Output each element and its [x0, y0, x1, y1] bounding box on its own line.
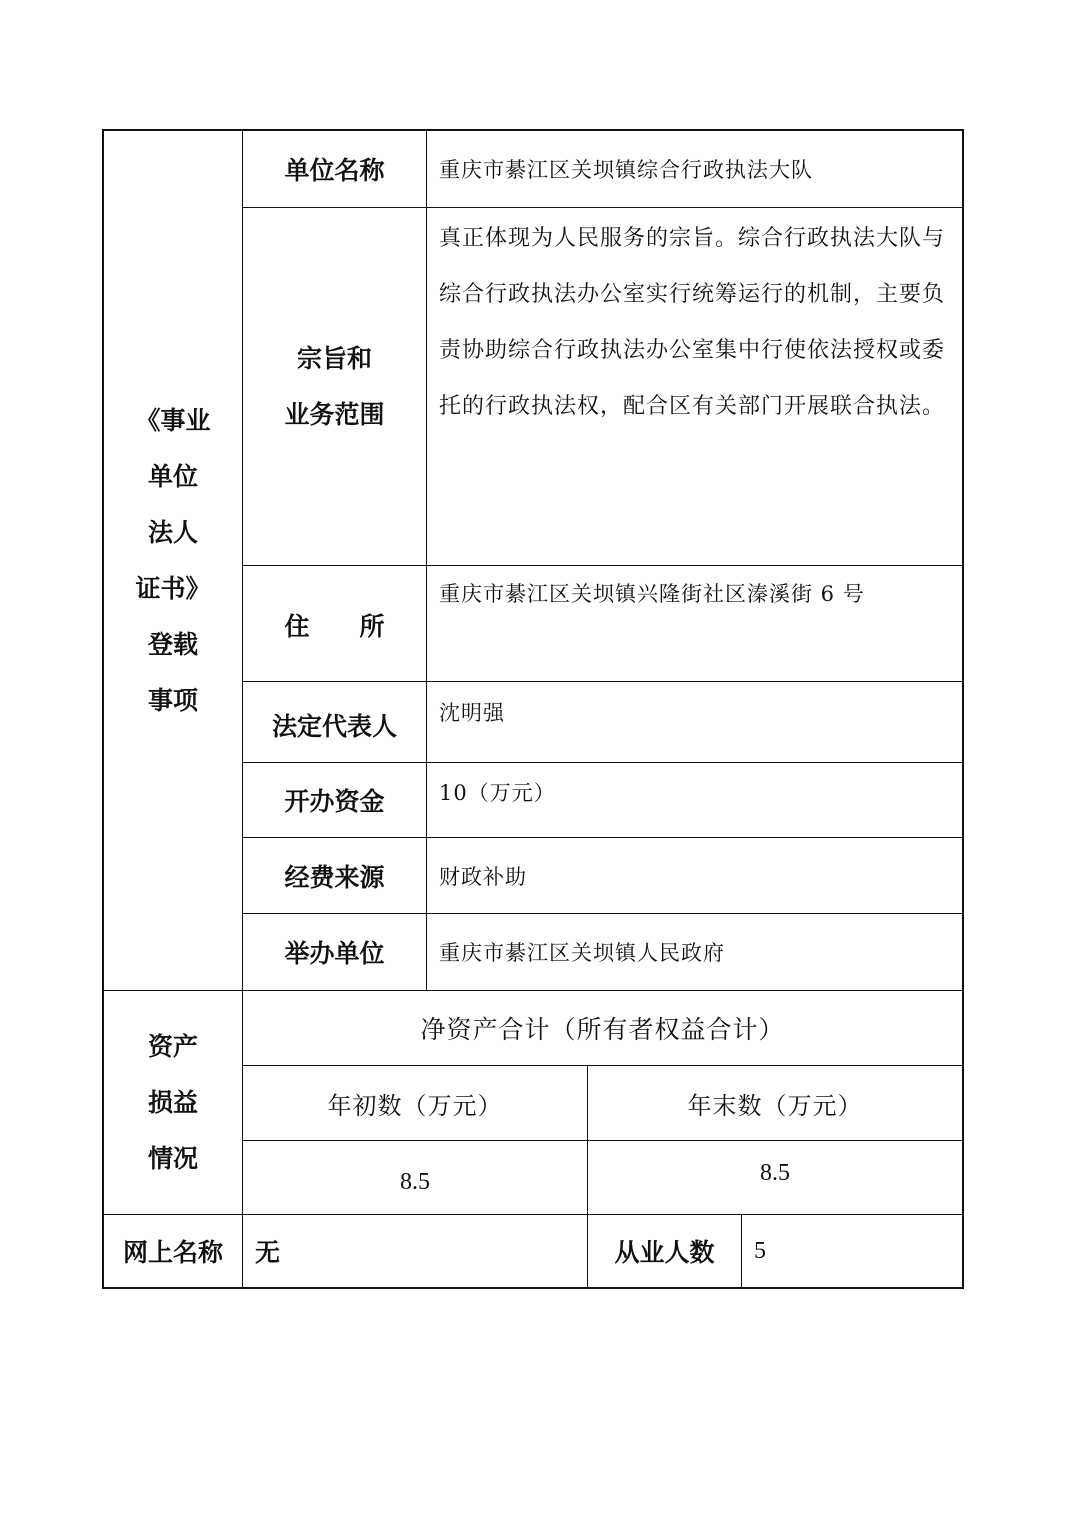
row-divider — [242, 565, 964, 566]
begin-year-label: 年初数（万元） — [327, 1091, 503, 1120]
online-name-label: 网上名称 — [122, 1238, 223, 1267]
legal-rep-value: 沈明强 — [439, 701, 505, 725]
section-label-line: 损益 — [147, 1087, 198, 1117]
table-bottom-border — [102, 1287, 964, 1289]
row-divider — [242, 681, 964, 682]
table-right-border — [962, 129, 964, 1289]
unit-name-label: 单位名称 — [284, 156, 385, 185]
section-label-line: 资产 — [147, 1031, 198, 1061]
begin-year-value: 8.5 — [400, 1168, 430, 1195]
section-label-line: 事项 — [147, 685, 198, 715]
section-label-line: 证书》 — [135, 573, 211, 603]
funding-label: 经费来源 — [284, 862, 385, 892]
net-assets-title: 净资产合计（所有者权益合计） — [420, 1015, 785, 1044]
purpose-label-line2: 业务范围 — [284, 399, 385, 429]
sponsor-value: 重庆市綦江区关坝镇人民政府 — [439, 941, 725, 965]
address-label: 住 所 — [284, 612, 385, 641]
staff-count-value: 5 — [754, 1237, 766, 1264]
section-label-line: 法人 — [147, 517, 198, 547]
online-name-value: 无 — [255, 1238, 281, 1267]
purpose-label-line1: 宗旨和 — [296, 343, 372, 373]
section-label-line: 《事业 — [135, 405, 211, 435]
capital-label: 开办资金 — [284, 787, 385, 816]
legal-rep-label: 法定代表人 — [271, 712, 397, 741]
section-label-line: 登载 — [147, 629, 198, 659]
registration-section-label — [104, 131, 242, 990]
purpose-value: 真正体现为人民服务的宗旨。综合行政执法大队与综合行政执法办公室实行统筹运行的机制，主要负责协助综合行政执法办公室集中行使依法授权或委托的行政执法权，配合区有关部门开展联合执法。 — [439, 226, 946, 419]
purpose-label — [243, 208, 426, 565]
end-year-value: 8.5 — [760, 1159, 790, 1186]
staff-count-label: 从业人数 — [614, 1238, 715, 1267]
section-label-line: 单位 — [147, 461, 198, 491]
section-label-line: 情况 — [147, 1143, 198, 1173]
capital-value: 10（万元） — [439, 781, 556, 805]
sponsor-label: 举办单位 — [284, 939, 385, 968]
unit-name-value: 重庆市綦江区关坝镇综合行政执法大队 — [439, 158, 813, 182]
funding-value: 财政补助 — [439, 864, 527, 889]
assets-section-label — [104, 991, 242, 1214]
address-value: 重庆市綦江区关坝镇兴隆街社区溱溪街 6 号 — [439, 582, 865, 606]
end-year-label: 年末数（万元） — [687, 1091, 863, 1120]
